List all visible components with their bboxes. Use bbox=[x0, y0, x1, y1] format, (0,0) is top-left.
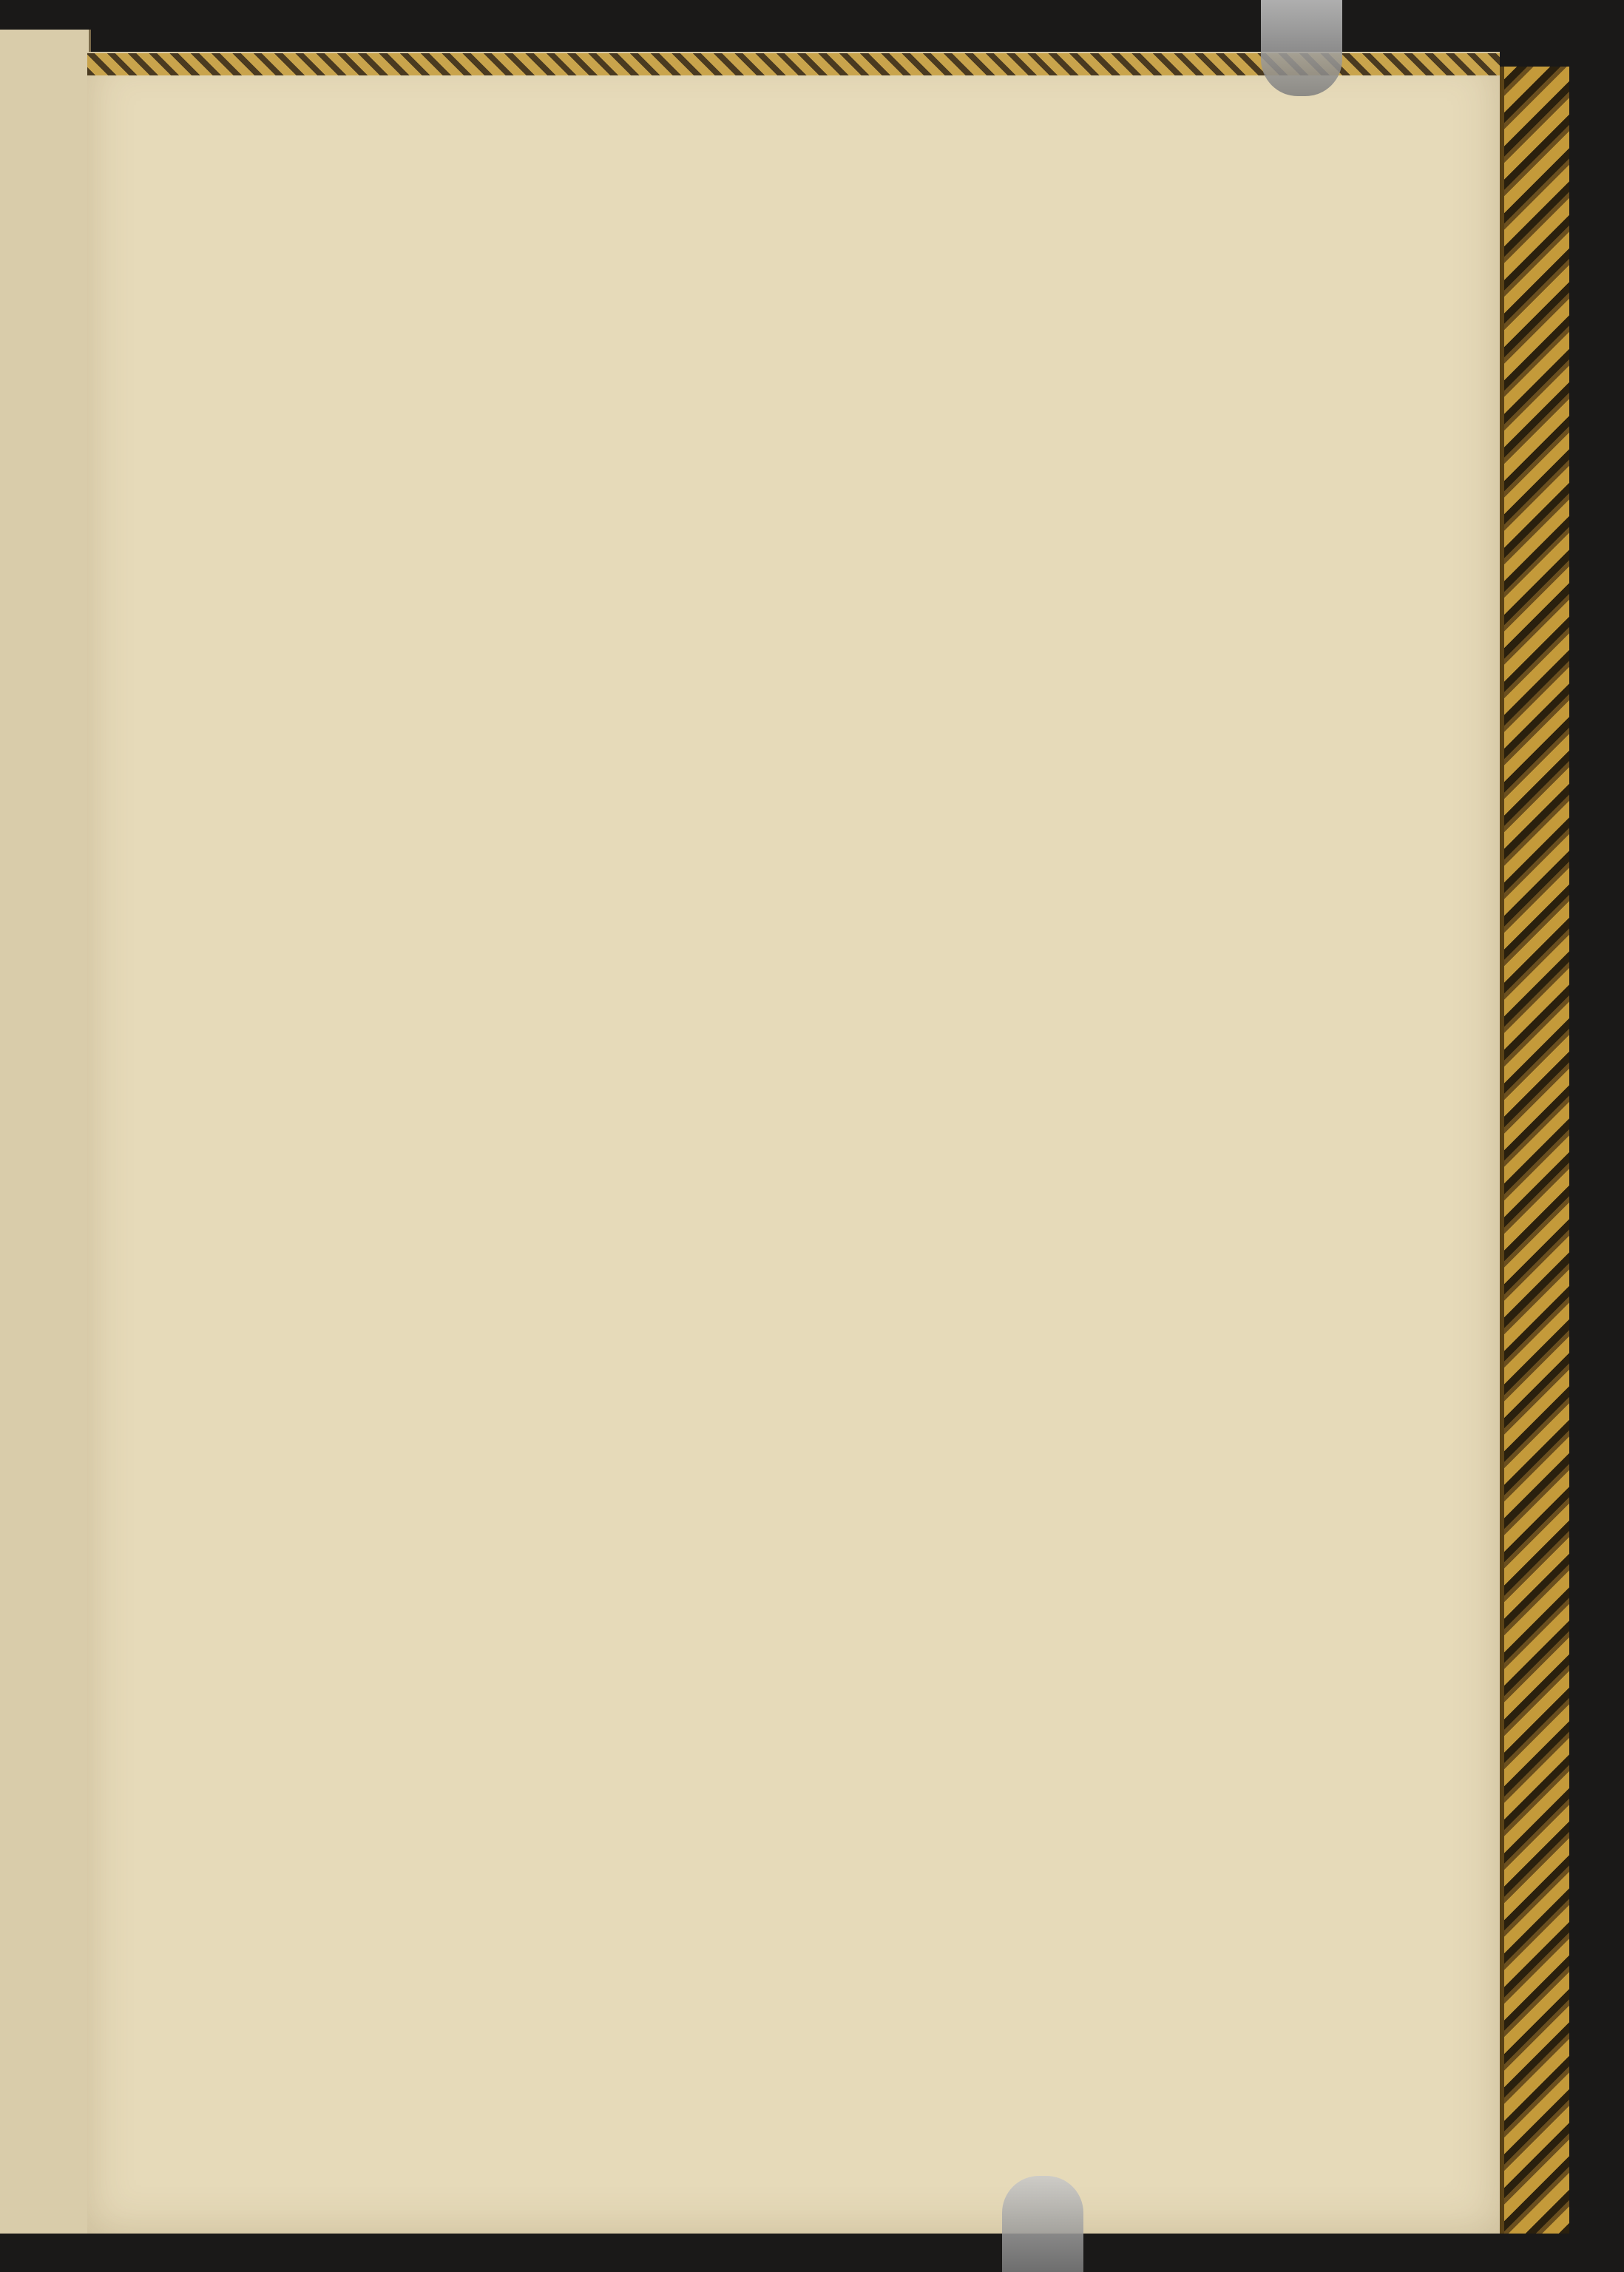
left-page-fragment bbox=[0, 30, 91, 2234]
book-page bbox=[87, 52, 1500, 2234]
page-clip-top bbox=[1261, 0, 1342, 96]
page-header bbox=[192, 189, 1257, 263]
page-clip-bottom bbox=[1002, 2176, 1083, 2272]
gilt-page-edge bbox=[1500, 67, 1569, 2234]
